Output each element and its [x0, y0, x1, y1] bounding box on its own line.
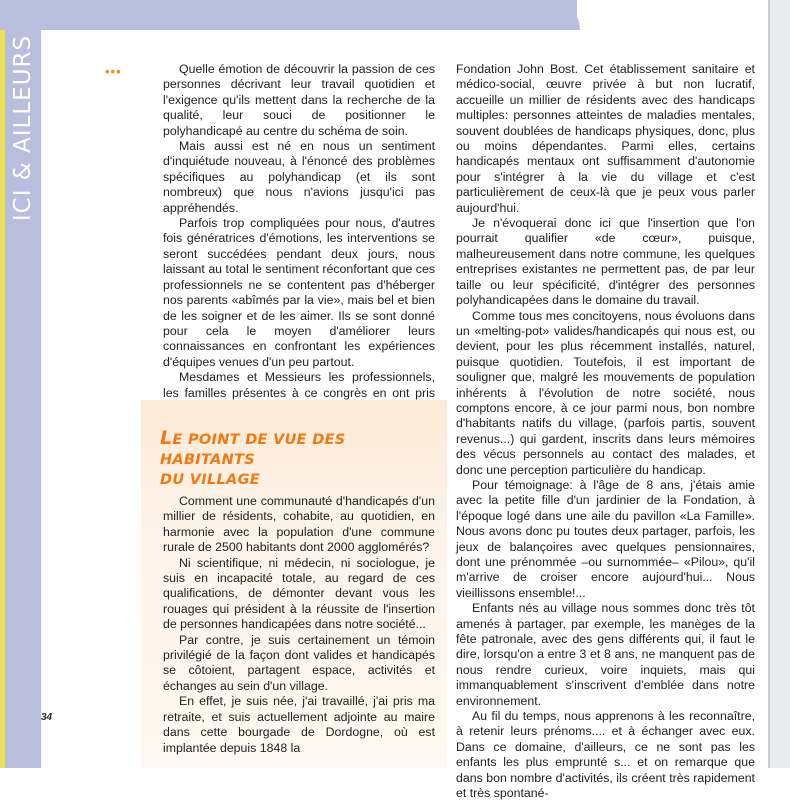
paragraph: Par contre, je suis certainement un témoin privilégié de la façon dont valides et handicapés se côtoient, partagent espace, activités et échanges au sein d'un village.	[163, 632, 435, 693]
paragraph: Mais aussi est né en nous un sentiment d'inquiétude nouveau, à l'énoncé des problèmes spécifiques au polyhandicap (et ils sont nombreux) que nous n'avions jusqu'ici pas appréhendés.	[163, 139, 435, 215]
letter-column	[163, 62, 435, 454]
paragraph: Comment une communauté d'handicapés d'un millier de résidents, cohabite, au quotidien, en harmonie avec la population d'une commune rurale de 2500 habitants dont 2000 agglomérés?	[163, 494, 435, 555]
facing-page-edge	[770, 0, 790, 768]
section-label: ICI & AILLEURS	[10, 34, 36, 222]
paragraph: Parfois trop compliquées pour nous, d'autres fois génératrices d'émotions, les interventions se seront succédées pendant deux jours, nous laissant au total le sentiment réconfortant que ces professionnels ne se contentent pas d'héberger nos parents «abîmés par la vie», mais bel et bien de les soigner et de les aimer. Ils se sont donné pour cela le moyen d'améliorer leurs connaissances en confrontant les expériences d'équipes venues d'un peu partout.	[163, 216, 435, 369]
paragraph: Enfants nés au village nous sommes donc très tôt amenés à partager, par exemple, les manèges de la fête patronale, avec des gens différents qui, il faut le dire, lorsqu'on a entre 3 et 8 ans, ne manquent pas de nous rendre curieux, voire inquiets, mais qui immanquablement s'inscrivent d'emblée dans notre environnement.	[456, 601, 755, 708]
paragraph: Quelle émotion de découvrir la passion de ces personnes décrivant leur travail quotidien et l'exigence qu'ils mettent dans la recherche de la qualité, leur souci de positionner le polyhandicapé au centre du schéma de soin.	[163, 62, 435, 138]
paragraph: Je n'évoquerai donc ici que l'insertion que l'on pourrait qualifier «de cœur», puisque, malheureusement dans notre commune, les quelques entreprises existantes ne permettent pas, de par leur taille ou leur spécificité, d'intégrer des personnes polyhandicapées dans le domaine du travail.	[456, 216, 755, 308]
paragraph: En effet, je suis née, j'ai travaillé, j'ai pris ma retraite, et suis actuellement adjointe au maire dans cette bourgade de Dordogne, où est implantée depuis 1848 la	[163, 694, 435, 755]
paragraph: Au fil du temps, nous apprenons à les reconnaître, à retenir leurs prénoms.... et à échanger avec eux. Dans ce domaine, d'ailleurs, ce ne sont pas les enfants les plus emprunté s... et on remarque que dans bon nombre d'activités, ils créent très rapidement et très spontané-	[456, 709, 755, 801]
paragraph: Fondation John Bost. Cet établissement sanitaire et médico-social, œuvre privée à but non lucratif, accueille un millier de résidents avec des handicaps multiples: personnes atteintes de maladies mentales, souvent doublées de handicaps physiques, donc, plus ou moins dépendantes. Parmi elles, certains handicapés mentaux ont suffisamment d'autonomie pour s'intégrer à la vie du village et c'est particulièrement de ceux-là que je peux vous parler aujourd'hui.	[456, 62, 755, 215]
article-column-left	[163, 494, 435, 756]
paragraph: Pour témoignage: à l'âge de 8 ans, j'étais amie avec la petite fille d'un jardinier de la Fondation, à l'époque logé dans une aile du pavillon «La Famille». Nous avons donc pu toutes deux partager, parfois, les jeux de balançoires avec quelques pensionnaires, dont une prénommée –ou surnommée– «Pilou», qu'il m'arrive de croiser encore aujourd'hui... Nous vieillissons ensemble!...	[456, 477, 755, 600]
paragraph: Mesdames et Messieurs les professionnels, les familles présentes à ce congrès en ont pris	[163, 370, 435, 400]
page-number: 34	[41, 712, 53, 723]
article-title: LE POINT DE VUE DES HABITANTS DU VILLAGE	[160, 427, 346, 488]
decor-dots: •••	[105, 64, 122, 79]
paragraph: Comme tous mes concitoyens, nous évoluons dans un «melting-pot» valides/handicapés qui nous est, ou devient, pour les plus récemment installés, naturel, puisque quotidien. Toutefois, il est important de souligner que, malgré les mouvements de population inhérents à l'évolution de notre société, nous comptons encore, à ce jour parmi nous, bon nombre d'habitants natifs du village, (parfois partis, souvent revenus...) qui gardent, inscrits dans leurs mémoires des vécus personnels au contact des malades, et donc une perception particulière du handicap.	[456, 308, 755, 477]
paragraph: Ni scientifique, ni médecin, ni sociologue, je suis en incapacité totale, au regard de ces qualifications, de démonter devant vous les rouages qui président à la réussite de l'insertion de personnes handicapées dans notre société...	[163, 555, 435, 632]
article-column-right	[456, 62, 755, 802]
